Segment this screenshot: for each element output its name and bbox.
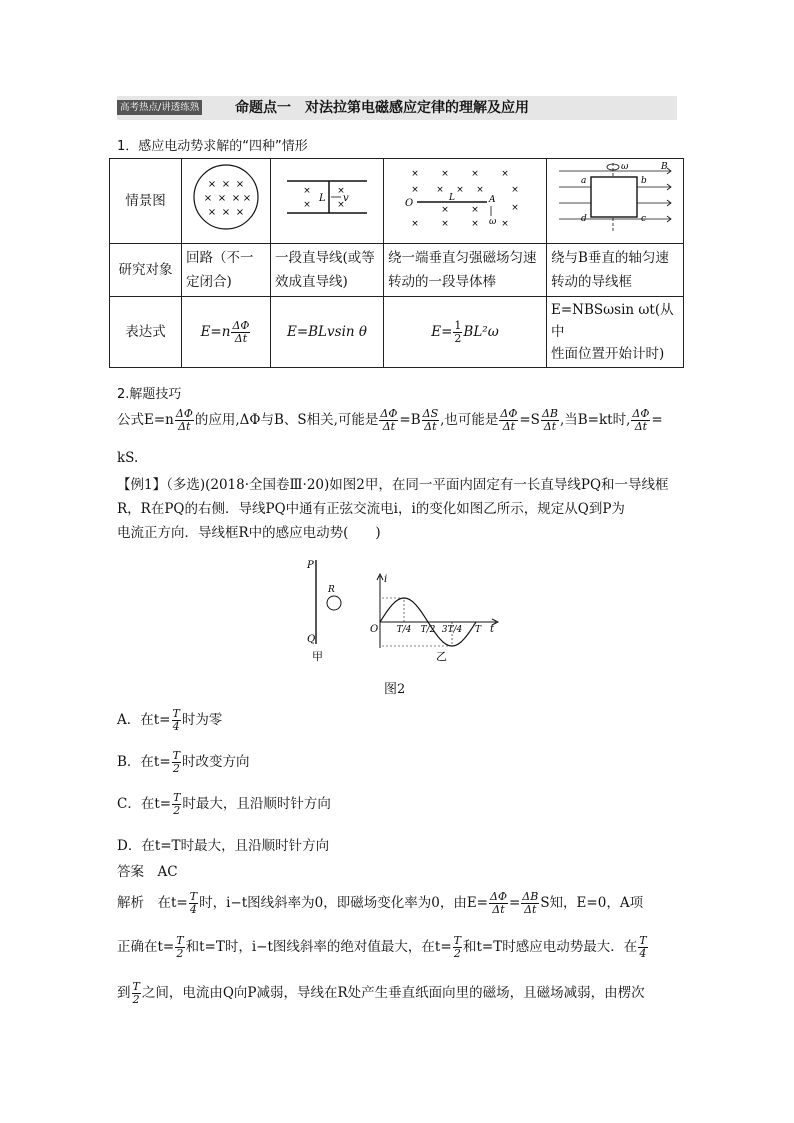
svg-text:×: ×	[441, 169, 449, 179]
answer: 答案 AC	[117, 864, 178, 880]
svg-text:×: ×	[242, 193, 252, 204]
svg-text:t: t	[490, 624, 495, 635]
fig-rotating-frame	[547, 159, 684, 244]
technique-paragraph: 公式E=n $\frac{\Delta\Phi}{\Delta t}$ 的应用,ΔΦ与B、S相关,可能是 $\frac{\Delta\Phi}{\Delta t}$ =B $\frac{\Delta S}{\Delta t}$ ,也可能是 $\frac{\Delta\Phi}{\Delta t}$ =S $\frac{\Delta B}{\Delta t}$ ,当B=kt时, $\frac{\Delta\Phi}{\Delta t}$ =	[117, 407, 663, 433]
example-line3: 电流正方向．导线框R中的感应电动势( )	[117, 525, 381, 541]
section2-title: 2.解题技巧	[117, 387, 182, 402]
expr-cell: E= $\frac{1}{2}$ BL²ω	[384, 297, 547, 368]
svg-text:×: ×	[221, 179, 231, 190]
svg-text:×: ×	[207, 207, 217, 218]
svg-text:T/4: T/4	[396, 625, 412, 635]
svg-text:×: ×	[217, 193, 227, 204]
svg-text:×: ×	[231, 193, 241, 204]
option-d: D．在t=T时最大，且沿顺时针方向	[117, 838, 330, 854]
example-line1: 【例1】（多选)(2018·全国卷Ⅲ·20)如图2甲，在同一平面内固定有一长直导线PQ和一导线框	[117, 477, 669, 493]
svg-text:×: ×	[207, 179, 217, 190]
svg-text:L: L	[319, 193, 326, 204]
svg-text:×: ×	[511, 203, 519, 213]
header-title: 命题点一 对法拉第电磁感应定律的理解及应用	[235, 100, 529, 116]
svg-text:×: ×	[436, 185, 444, 195]
row-head: 表达式	[110, 297, 182, 368]
svg-text:v: v	[343, 193, 349, 204]
svg-text:×: ×	[221, 207, 231, 218]
svg-text:B: B	[661, 162, 668, 172]
svg-text:O: O	[370, 624, 379, 635]
row-head: 情景图	[110, 159, 182, 244]
svg-text:×: ×	[235, 179, 245, 190]
figure-2	[300, 556, 510, 668]
option-a: A．在t= $\frac{T}{4}$ 时为零	[117, 707, 223, 733]
svg-text:3T/4: 3T/4	[441, 625, 463, 635]
svg-text:×: ×	[411, 169, 419, 179]
svg-text:P: P	[307, 560, 314, 571]
svg-text:d: d	[581, 214, 587, 224]
svg-text:A: A	[489, 195, 496, 205]
svg-text:ω: ω	[489, 217, 497, 227]
analysis-line2: 正确在t= $\frac{T}{2}$ 和t=T时，i−t图线斜率的绝对值最大，在t= $\frac{T}{2}$ 和t=T时感应电动势最大．在 $\frac{T}{4}$	[117, 934, 647, 960]
analysis-line3: 到 $\frac{T}{2}$ 之间，电流由Q向P减弱，导线在R处产生垂直纸面向里的磁场，且磁场减弱，由楞次	[117, 980, 645, 1006]
svg-text:ω: ω	[621, 162, 629, 172]
svg-text:乙: 乙	[436, 650, 447, 663]
svg-text:×: ×	[303, 200, 311, 210]
svg-text:×: ×	[203, 193, 213, 204]
svg-text:×: ×	[471, 169, 479, 179]
svg-text:×: ×	[471, 205, 479, 215]
expr-cell: E=NBSωsin ωt(从中 性面位置开始计时)	[547, 297, 684, 368]
svg-text:×: ×	[441, 219, 449, 229]
svg-text:Q: Q	[307, 634, 316, 645]
svg-text:×: ×	[456, 185, 464, 195]
option-b: B．在t= $\frac{T}{2}$ 时改变方向	[117, 749, 250, 775]
svg-text:×: ×	[411, 185, 419, 195]
fig-rotating-rod	[384, 159, 547, 244]
four-cases-table	[109, 158, 684, 368]
svg-text:T/2: T/2	[420, 625, 436, 635]
row-head: 研究对象	[110, 244, 182, 297]
fig-circle-field	[182, 159, 271, 244]
header-tag: 高考热点/讲透练熟	[117, 100, 202, 115]
svg-text:×: ×	[501, 219, 509, 229]
table-cell: 绕一端垂直匀强磁场匀速转动的一段导体棒	[384, 244, 547, 297]
option-c: C．在t= $\frac{T}{2}$ 时最大，且沿顺时针方向	[117, 791, 331, 817]
svg-text:×: ×	[511, 185, 519, 195]
topic-header	[117, 96, 677, 120]
technique-line2: kS.	[117, 450, 139, 466]
table-row	[110, 159, 684, 244]
svg-text:×: ×	[337, 200, 345, 210]
svg-text:×: ×	[501, 169, 509, 179]
figure-caption: 图2	[384, 682, 406, 697]
table-cell: 绕与B垂直的轴匀速转动的导线框	[547, 244, 684, 297]
svg-text:i: i	[384, 574, 388, 585]
table-cell: 一段直导线(或等效成直导线)	[271, 244, 384, 297]
fig-straight-wire	[271, 159, 384, 244]
svg-text:×: ×	[303, 186, 311, 196]
table-cell: 回路（不一定闭合)	[182, 244, 271, 297]
example-line2: R，R在PQ的右侧．导线PQ中通有正弦交流电i，i的变化如图乙所示，规定从Q到P为	[117, 501, 625, 517]
svg-text:T: T	[474, 625, 482, 635]
svg-text:×: ×	[471, 219, 479, 229]
svg-text:b: b	[641, 176, 647, 186]
expr-cell: E=BLvsin θ	[271, 297, 384, 368]
svg-text:×: ×	[235, 207, 245, 218]
analysis-line1: 解析 在t= $\frac{T}{4}$ 时，i−t图线斜率为0，即磁场变化率为0，由E= $\frac{\Delta\Phi}{\Delta t}$ = $\frac{\Delta B}{\Delta t}$ S知，E=0，A项	[117, 890, 644, 916]
svg-text:×: ×	[411, 219, 419, 229]
section1-title: 1．感应电动势求解的“四种”情形	[117, 139, 308, 154]
expr-cell: E=n $\frac{\Delta\Phi}{\Delta t}$	[182, 297, 271, 368]
svg-text:c: c	[641, 214, 647, 224]
table-row	[110, 244, 684, 297]
svg-text:R: R	[328, 585, 335, 595]
svg-text:a: a	[581, 176, 587, 186]
svg-text:×: ×	[337, 186, 345, 196]
svg-text:甲: 甲	[312, 650, 323, 663]
table-row	[110, 297, 684, 368]
svg-text:O: O	[405, 198, 414, 209]
svg-text:×: ×	[441, 205, 449, 215]
svg-text:×: ×	[476, 185, 484, 195]
svg-text:L: L	[449, 193, 455, 203]
